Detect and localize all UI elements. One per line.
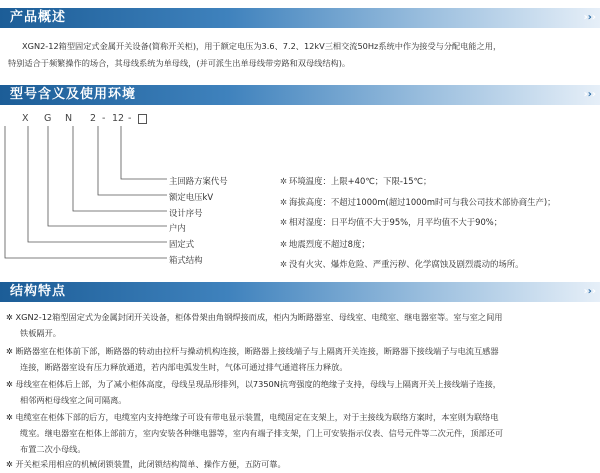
label-box-structure: 箱式结构 [169,255,203,265]
bullet-icon: ✲ [280,259,288,269]
label-rated-voltage: 额定电压kV [169,192,214,202]
chevrons-icon: ››› [583,286,596,297]
env-item: ✲ 地震烈度不超过8度； [280,239,370,249]
feature-item: ✲ 开关柜采用相应的机械闭锁装置，此闭锁结构简单、操作方便，五防可靠。 [6,459,286,469]
features-banner [0,282,600,302]
bullet-icon: ✲ [280,239,288,249]
feature-item: ✲ 电缆室在柜体下部的后方，电缆室内支持绝缘子可设有带电显示装置，电缆固定在支架上，对于主接线为联络方案时，本室则为联络电 [6,412,499,422]
env-item: ✲ 海拔高度：不超过1000m(超过1000m时可与我公司技术部协商生产)； [280,197,556,207]
features-title: 结构特点 [10,284,67,299]
feature-item-cont: 缆室。继电器室在柜体上部前方，室内安装各种继电器等，室内有端子排支架，门上可安装指示仪表、信号元件等二次元件，顶部还可 [20,428,504,438]
bullet-icon: ✲ [280,197,288,207]
bullet-icon: ✲ [6,346,13,356]
code-g: G [44,113,52,124]
bullet-icon: ✲ [6,312,13,322]
label-indoor: 户内 [169,223,186,233]
overview-line-2: 特别适合于频繁操作的场合，其母线系统为单母线，(并可派生出单母线带旁路和双母线结构)。 [8,58,351,68]
feature-item-cont: 相邻两柜母线室之间可隔离。 [20,395,127,405]
code-dash-2: - [128,113,132,124]
env-item: ✲ 环境温度：上限+40℃；下限-15℃； [280,176,432,186]
code-n: N [65,113,73,124]
code-dash-1: - [102,113,106,124]
feature-item: ✲ XGN2-12箱型固定式为金属封闭开关设备，柜体骨架由角钢焊接而成，柜内为断路器室、母线室、电缆室、继电器室等。室与室之间用 [6,312,503,322]
code-12: 12 [112,113,125,124]
bullet-icon: ✲ [280,217,288,227]
overview-title: 产品概述 [10,10,67,25]
chevrons-icon: ››› [583,12,596,23]
feature-item-cont: 布置二次小母线。 [20,444,86,454]
bullet-icon: ✲ [280,176,288,186]
bullet-icon: ✲ [6,379,13,389]
env-item: ✲ 相对湿度：日平均值不大于95%，月平均值不大于90%； [280,217,503,227]
feature-item-cont: 连接，断路器室设有压力释放通道，若内部电弧发生时，气体可通过排气通道将压力释放。 [20,362,348,372]
feature-item: ✲ 母线室在柜体后上部，为了减小柜体高度，母线呈现品形排列，以7350N抗弯强度的绝缘子支持，母线与上隔离开关上接线端子连接， [6,379,501,389]
label-fixed: 固定式 [169,239,195,249]
feature-item-cont: 铁板隔开。 [20,328,61,338]
label-main-circuit: 主回路方案代号 [169,176,228,186]
chevrons-icon: ››› [583,89,596,100]
env-item: ✲ 没有火灾、爆炸危险、严重污秽、化学腐蚀及剧烈震动的场所。 [280,259,524,269]
feature-item: ✲ 断路器室在柜体前下部，断路器的转动由拉杆与操动机构连接，断路器上接线端子与上隔离开关连接，断路器下接线端子与电流互感器 [6,346,499,356]
model-title: 型号含义及使用环境 [10,87,137,102]
bullet-icon: ✲ [6,459,13,469]
bullet-icon: ✲ [6,412,13,422]
overview-line-1: XGN2-12箱型固定式金属开关设备(简称开关柜)，用于额定电压为3.6、7.2、12kV三相交流50Hz系统中作为接受与分配电能之用， [22,41,502,51]
label-design-number: 设计序号 [169,208,203,218]
code-x: X [22,113,29,124]
code-2: 2 [90,113,97,124]
